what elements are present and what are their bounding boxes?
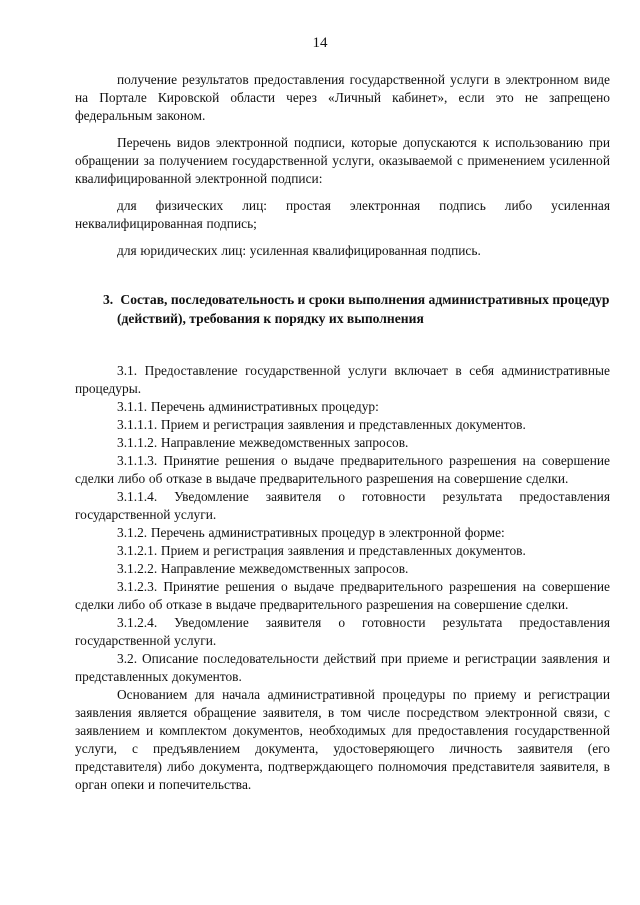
paragraph-procedure-basis: Основанием для начала административной процедуры по приему и регистрации заявления является обращение заявителя, в том числе посредством электронной связи, с заявлением и комплектом документов, необходимых для предоставления государственной услуги, с предъявлением документа, удостоверяющего личность заявителя (его представителя) либо документа, подтверждающего полномочия представителя заявителя, в орган опеки и попечительства. xyxy=(75,687,610,792)
clause-3-1-2-1: 3.1.2.1. Прием и регистрация заявления и представленных документов. xyxy=(117,543,526,558)
paragraph-individuals-signature: для физических лиц: простая электронная подпись либо усиленная неквалифицированная подпись; xyxy=(75,198,610,231)
document-body xyxy=(75,71,610,794)
clause-3-1-1-3: 3.1.1.3. Принятие решения о выдаче предварительного разрешения на совершение сделки либо об отказе в выдаче предварительного разрешения на совершение сделки. xyxy=(75,453,610,486)
page-number: 14 xyxy=(312,35,328,51)
clause-3-1-2: 3.1.2. Перечень административных процедур в электронной форме: xyxy=(117,525,505,540)
paragraph-legal-entities-signature: для юридических лиц: усиленная квалифицированная подпись. xyxy=(117,243,481,258)
clause-3-2: 3.2. Описание последовательности действий при приеме и регистрации заявления и представленных документов. xyxy=(75,651,610,684)
section-heading xyxy=(75,290,610,328)
clause-3-1: 3.1. Предоставление государственной услуги включает в себя административные процедуры. xyxy=(75,363,610,396)
clause-3-1-2-4: 3.1.2.4. Уведомление заявителя о готовности результата предоставления государственной услуги. xyxy=(75,615,610,648)
clause-3-1-2-3: 3.1.2.3. Принятие решения о выдаче предварительного разрешения на совершение сделки либо об отказе в выдаче предварительного разрешения на совершение сделки. xyxy=(75,579,610,612)
paragraph-signature-types: Перечень видов электронной подписи, которые допускаются к использованию при обращении за получением государственной услуги, оказываемой с применением усиленной квалифицированной электронной подписи: xyxy=(75,135,610,186)
clause-3-1-2-2: 3.1.2.2. Направление межведомственных запросов. xyxy=(117,561,409,576)
clause-3-1-1-4: 3.1.1.4. Уведомление заявителя о готовности результата предоставления государственной услуги. xyxy=(75,489,610,522)
section-title: Состав, последовательность и сроки выполнения административных процедур (действий), требования к порядку их выполнения xyxy=(117,292,610,326)
section-number: 3. xyxy=(103,292,114,307)
clause-3-1-1: 3.1.1. Перечень административных процедур: xyxy=(117,399,379,414)
paragraph-electronic-result: получение результатов предоставления государственной услуги в электронном виде на Портале Кировской области через «Личный кабинет», если это не запрещено федеральным законом. xyxy=(75,72,610,123)
section-body xyxy=(75,362,610,794)
clause-3-1-1-2: 3.1.1.2. Направление межведомственных запросов. xyxy=(117,435,409,450)
clause-3-1-1-1: 3.1.1.1. Прием и регистрация заявления и представленных документов. xyxy=(117,417,526,432)
